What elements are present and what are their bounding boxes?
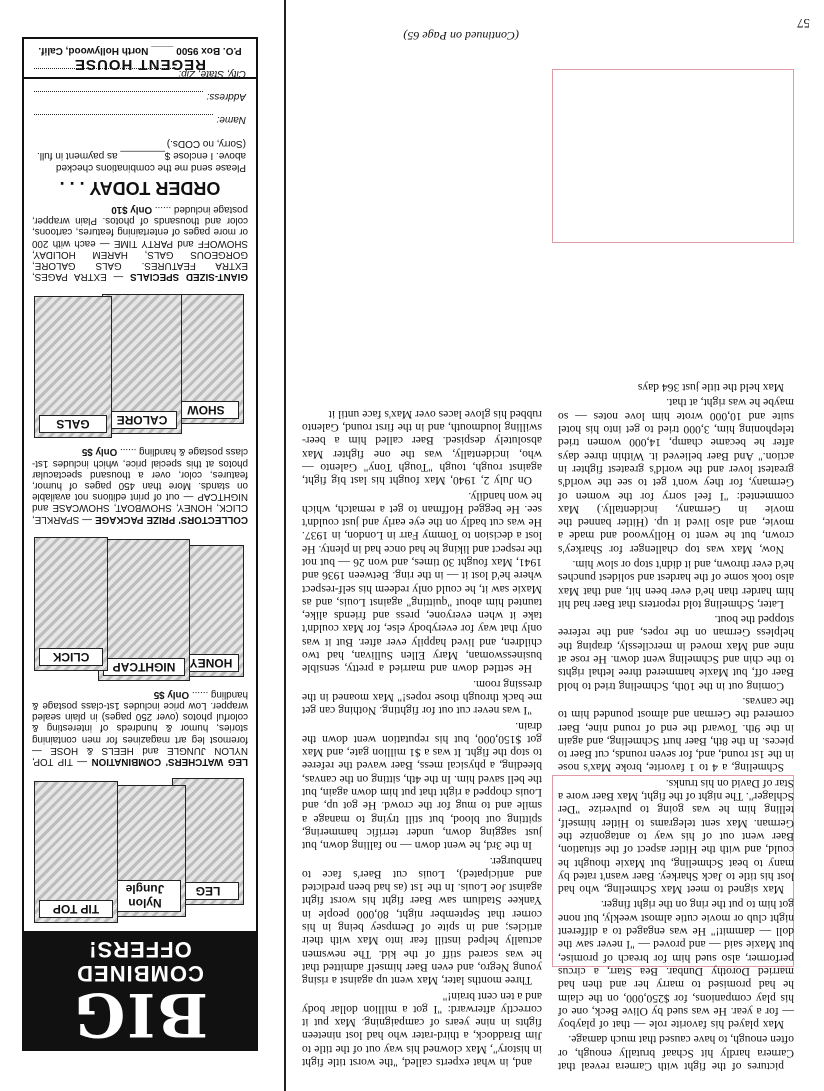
offer-price: Only $5 bbox=[81, 446, 118, 458]
ad-subhead: OFFERS! bbox=[88, 937, 192, 962]
address-label: Address: bbox=[206, 90, 246, 102]
magazine-cover: GALS bbox=[34, 296, 112, 438]
continued-note: (Continued on Page 65) bbox=[403, 29, 519, 43]
company-address: P.O. Box 9500 ____ North Hollywood, Calif. bbox=[38, 45, 242, 56]
order-title: ORDER TODAY . . . bbox=[59, 177, 221, 198]
offer-description: GIANT-SIZED SPECIALS — EXTRA PAGES, EXTRA FEATURES. GALS GALORE, GORGEOUS GALS, HAREM HOLIDAY, SHOWOFF and PARTY TIME — each with 200 or more pages of entertaining features, cartoons, color and thousands of photos. Plain wrapper, postage included ...... Only $10 bbox=[31, 203, 248, 283]
article-paragraph: He settled down and married a pretty, sensible businesswoman, Mary Ellen Sullivan, had two children, and lived happily ever after. But it was only that way for everybody else, for Max couldn't take it when everyone, press and friends alike, taunted him about "quitting" against Louis, and as Maxie saw it, he could only redeem his self-respect where he'd lost it — in the ring. Between 1936 and 1941, Max fought 30 times, and won 26 — but not the respect and liking he had once had in plenty. He lost a decision to Tommy Farr in London, in 1937. He was cut badly on the eye early and just couldn't see. He begged Hoffman to get a rematch, which he won handily. bbox=[302, 489, 542, 676]
magazine-cover: TIP TOP bbox=[34, 781, 118, 923]
address-field[interactable] bbox=[34, 91, 246, 104]
ad-headline: BIG bbox=[71, 979, 209, 1049]
article-paragraph: pictures of the fight with Carnera reveal that Carnera hardly hit Schaaf brutally enough, or often enough, to have caused that much damage. bbox=[558, 1033, 794, 1073]
offer-block bbox=[32, 689, 248, 923]
ad-footer bbox=[24, 39, 256, 79]
article-paragraph: "I was never cut out for fighting. Nothing can get me back through those ropes!" Max moaned in the dressing room. bbox=[302, 677, 542, 718]
article-paragraph: Max played his favorite role — that of playboy — for a year. He was sued by Olive Beck, one of his play companions, for $250,000, on the claim he had promised to marry her and then had married Dorothy Dunbar. Bea Starr, a circus performer, also sued him for breach of promise, but Maxie said — and proved — "I never saw the doll — dammit!" He was engaged to a different night club or movie cutie almost weekly, but none got him to put the ring on the right finger. bbox=[558, 898, 794, 1032]
offer-block bbox=[32, 204, 248, 438]
ad-subhead: COMBINED bbox=[76, 961, 204, 986]
offer-price: Only $10 bbox=[111, 203, 153, 215]
magazine-cover: NIGHTCAP bbox=[98, 539, 190, 681]
offer-description: LEG WATCHERS' COMBINATION — TIP TOP, NYLON JUNGLE and HEELS & HOSE — foremost leg art magazines for men containing stories, humor & hundreds of interesting & colorful photos (over 250 pages) in plain sealed wrapper. Low price includes 1st-class postage & handling ...... Only $5 bbox=[32, 688, 248, 767]
company-name: REGENT HOUSE bbox=[74, 56, 207, 73]
magazine-cover: CALORE bbox=[102, 294, 182, 434]
magazine-cover: Nylon Jungle bbox=[104, 785, 186, 917]
article-paragraph: Max held the title just 364 days bbox=[637, 381, 784, 395]
article-paragraph: On July 2, 1940, Max fought his last big fight, against rough, tough "Tough Tony" Galento — who, incidentally, was the one fighter Max absolutely despised. Baer called him a beer-swilling loudmouth, and in the first round, Galento rubbed his glove laces over Max's face until it bbox=[302, 407, 542, 488]
article-paragraph: Three months later, Max went up against a rising young Negro, and even Baer himself admitted that he was scared stiff of the kid. The newsmen actually helped instill fear into Max with their articles; and in spite of Dempsey being in his corner that September night, 80,000 people in Yankee Stadium saw Baer fight his worst fight against Joe Louis. In the 1st (as had been predicted and anticipated), Louis cut Baer's face to hamburger. bbox=[302, 854, 542, 988]
article-paragraph: Schmeling, a 4 to 1 favorite, broke Max's nose in the 1st round, and, for seven rounds, cut Baer to pieces. In the 8th, Baer hurt Schmeling, and again in the 9th. Toward the end of round nine, Baer cornered the German and almost pounded him to the canvas. bbox=[558, 694, 794, 775]
magazine-cover: HONEY bbox=[178, 545, 244, 677]
magazine-cover-stack bbox=[32, 288, 248, 438]
article-paragraph: Max signed to meet Max Schmeling, who had lost his title to Jack Sharkey. Baer wasn't rated by many to beat Schmeling, but Maxie thought he could, and with the Hitler aspect of the situation, Baer went out of his way to antagonize the German. Max sent telegrams to Hitler himself, telling him he was going to pulverize "Der Schlager". The night of the fight, Max Baer wore a Star of David on his trunks. bbox=[557, 776, 794, 897]
offer-description: COLLECTORS' PRIZE PACKAGE — SPARKLE, CLICK, HONEY, SHOWBOAT, SHOWCASE and NIGHTCAP — out of print editions not available on stands. More than 450 pages of humor, features, color, over a thousand spectacular photos at this special price, which includes 1st-class postage & handling ...... Only $5 bbox=[31, 446, 248, 525]
offer-price: Only $5 bbox=[153, 688, 190, 700]
article-paragraph: Coming out in the 10th, Schmeling tried to hold Baer off, but Maxie hammered three lethal rights to the chin and Schmeling went down. He rose at nine and Max moved in mercilessly, draping the helpless German on the ropes, and the referee stopped the bout. bbox=[558, 613, 794, 693]
name-field[interactable] bbox=[34, 114, 246, 127]
article-paragraph: Later, Schmeling told reporters that Baer had hit him harder than he'd ever been hit, and that Max also took some of the hardest and solidest punches he'd ever thrown, and it didn't stop or slow him. bbox=[558, 558, 794, 611]
mail-order-ad bbox=[22, 37, 258, 1051]
magazine-cover: SHOW bbox=[168, 294, 244, 424]
article-column-right bbox=[302, 405, 542, 1069]
highlight-box bbox=[552, 69, 794, 243]
magazine-cover: CLICK bbox=[34, 537, 108, 671]
order-instructions: Please send me the combinations checked above. I enclose $________ as payment in full. (Sorry, no CODs.) bbox=[36, 137, 246, 173]
ad-header bbox=[24, 931, 256, 1049]
city-label: City, State, Zip: bbox=[178, 67, 246, 79]
name-label: Name: bbox=[216, 113, 246, 125]
article-paragraph: Now, Max was top challenger for Sharkey's crown, but he went to Hollywood and made a movie, and also lived it up. (Hitler banned the movie in Germany, incidentally.) Max commented: "I feel sorry for the women of Germany, for they won't get to see the world's greatest lover and the world's greatest fighter in action." And Baer believed it. Within three days after he became champ, 14,000 women tried telephoning him, 3,000 tried to get into his hotel suite and 10,000 wrote him love notes — so maybe he was right, at that. bbox=[558, 396, 794, 556]
article-paragraph: and, in what experts called, "the worst title fight in history", Max clowned his way out of the title to Jim Braddock, a third-rater who had lost nineteen fights in nine years of campaigning. Max put it correctly afterward: "I got a million dollar body and a ten cent brain!" bbox=[302, 989, 542, 1069]
magazine-cover: LEG bbox=[172, 778, 244, 905]
article-paragraph: In the 3rd, he went down — no falling down, but just sagging down, under terrific hammering, spitting out blood, but still trying to manage a smile and to mug for the crowd. He got up, and Louis chopped a right that put him down again, but the bell saved him. In the 4th, sitting on the canvas, bleeding, a physical mess, Baer waved the referee to stop the fight. It was a $1 million gate, and Max got $150,000, but his reputation went down the drain. bbox=[302, 719, 542, 853]
magazine-cover-stack bbox=[32, 773, 248, 923]
magazine-cover-stack bbox=[32, 531, 248, 681]
page-number: 57 bbox=[797, 16, 810, 31]
gutter-divider bbox=[284, 0, 286, 1091]
offer-block bbox=[32, 446, 248, 680]
article-column-left bbox=[558, 379, 794, 1073]
